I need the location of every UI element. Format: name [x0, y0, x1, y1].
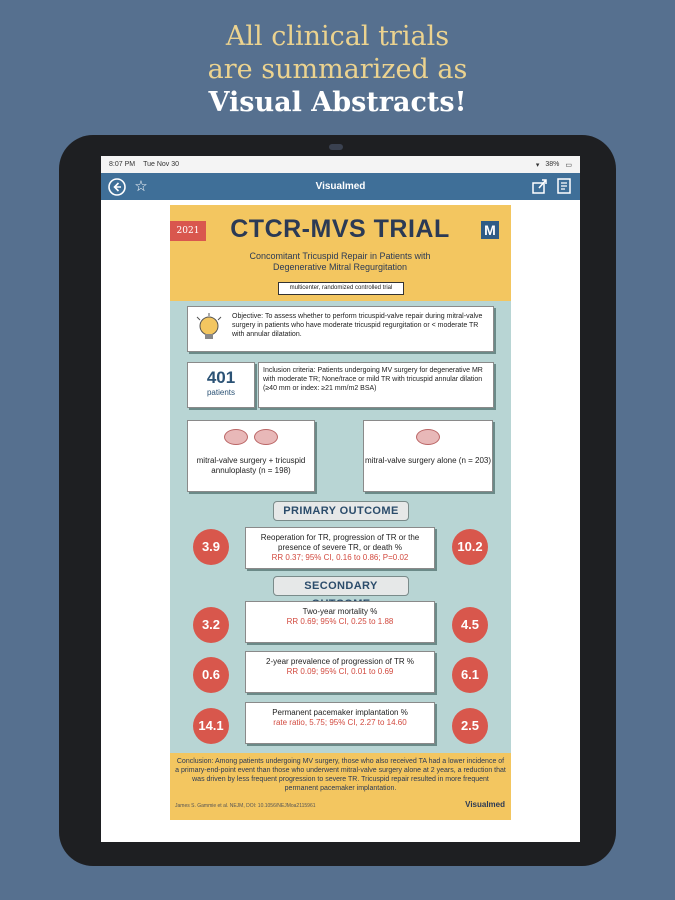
- study-design: multicenter, randomized controlled trial: [278, 282, 404, 295]
- secondary-2-left-value: 0.6: [193, 657, 229, 693]
- poster-header: [170, 205, 511, 301]
- tablet-screen: [101, 156, 580, 842]
- secondary-2-question: 2-year prevalence of progression of TR %: [266, 657, 414, 666]
- primary-stat: RR 0.37; 95% CI, 0.16 to 0.86; P=0.02: [271, 553, 409, 562]
- trial-title: CTCR-MVS TRIAL: [230, 215, 450, 243]
- valve-icon: [254, 429, 278, 445]
- year-badge: 2021: [170, 221, 206, 241]
- valve-icon: [224, 429, 248, 445]
- headline-line-1: All clinical trials: [225, 21, 450, 52]
- secondary-3-card: [245, 702, 435, 744]
- visualmed-logo: M: [481, 221, 499, 239]
- objective-text: Objective: To assess whether to perform tricuspid-valve repair during mitral-valve surgery in patients who have moderate tricuspid regurgitation or < moderate TR with annular dilatation.: [232, 313, 483, 338]
- secondary-2-card: [245, 651, 435, 693]
- content-area[interactable]: [101, 200, 580, 842]
- battery-text: 38%: [545, 161, 560, 168]
- conclusion-text: Conclusion: Among patients undergoing MV surgery, those who also received TA had a lower incidence of a primary-end-point event than those who underwent mitral-valve surgery alone at 2 years, a reduction that was driven by less frequent progression to severe TR. Tricuspid repair resulted in more frequent permanent pacemaker implantation.: [175, 758, 506, 792]
- status-right: [536, 161, 572, 169]
- app-bar: [101, 173, 580, 200]
- camera-icon: [329, 144, 343, 150]
- primary-outcome-card: [245, 527, 435, 569]
- status-date: Tue Nov 30: [143, 161, 180, 168]
- trial-subtitle: [200, 251, 480, 273]
- secondary-outcome-heading: SECONDARY: [273, 576, 409, 596]
- arm-mv-alone: [363, 420, 493, 492]
- secondary-3-question: Permanent pacemaker implantation %: [272, 708, 408, 717]
- arm2-text: mitral-valve surgery alone (n = 203): [364, 456, 492, 465]
- status-time: 8:07 PM: [109, 161, 136, 168]
- notes-icon[interactable]: [554, 177, 574, 197]
- app-title: Visualmed: [315, 181, 366, 192]
- secondary-3-right-value: 2.5: [452, 708, 488, 744]
- secondary-1-stat: RR 0.69; 95% CI, 0.25 to 1.88: [286, 617, 394, 626]
- status-bar: [101, 156, 580, 173]
- primary-right-value: 10.2: [452, 529, 488, 565]
- secondary-1-right-value: 4.5: [452, 607, 488, 643]
- patients-count: 401: [206, 368, 236, 387]
- patients-label: patients: [206, 388, 236, 397]
- secondary-1-left-value: 3.2: [193, 607, 229, 643]
- secondary-1-question: Two-year mortality %: [302, 607, 378, 616]
- citation: James S. Gammie et al. NEJM, DOI: 10.1056/NEJMoa2115961: [175, 803, 316, 809]
- primary-outcome-heading: PRIMARY OUTCOME: [273, 501, 409, 521]
- back-arrow-icon[interactable]: [107, 177, 127, 197]
- subtitle-line-1: Concomitant Tricuspid Repair in Patients with: [249, 251, 431, 261]
- objective-card: [187, 306, 494, 352]
- patients-card: [187, 362, 255, 408]
- secondary-1-card: [245, 601, 435, 643]
- share-icon[interactable]: [530, 177, 550, 197]
- secondary-3-stat: rate ratio, 5.75; 95% CI, 2.27 to 14.60: [273, 718, 407, 727]
- primary-left-value: 3.9: [193, 529, 229, 565]
- primary-question: Reoperation for TR, progression of TR or the presence of severe TR, or death %: [260, 533, 420, 552]
- arm1-text: mitral-valve surgery + tricuspid annuloplasty (n = 198): [196, 456, 306, 475]
- headline-line-3: Visual Abstracts!: [208, 87, 467, 118]
- visual-abstract: [170, 205, 511, 820]
- wifi-icon: ▾: [535, 161, 540, 169]
- headline-line-2: are summarized as: [207, 54, 468, 85]
- secondary-3-left-value: 14.1: [193, 708, 229, 744]
- valve-icon: [416, 429, 440, 445]
- subtitle-line-2: Degenerative Mitral Regurgitation: [272, 262, 408, 272]
- conclusion-box: [170, 753, 511, 820]
- arm-tricuspid-repair: [187, 420, 315, 492]
- lightbulb-icon: [194, 313, 224, 343]
- inclusion-card: [258, 362, 494, 408]
- secondary-2-right-value: 6.1: [452, 657, 488, 693]
- footer-brand: Visualmed: [465, 800, 505, 809]
- star-icon[interactable]: ☆: [134, 178, 148, 195]
- inclusion-text: Inclusion criteria: Patients undergoing MV surgery for degenerative MR with moderate TR; None/trace or mild TR with tricuspid annular dilation (≥40 mm or index: ≥21 mm/m2 BSA): [263, 367, 483, 392]
- secondary-2-stat: RR 0.09; 95% CI, 0.01 to 0.69: [286, 667, 394, 676]
- promo-headline: [0, 20, 675, 119]
- battery-icon: ▭: [565, 161, 572, 169]
